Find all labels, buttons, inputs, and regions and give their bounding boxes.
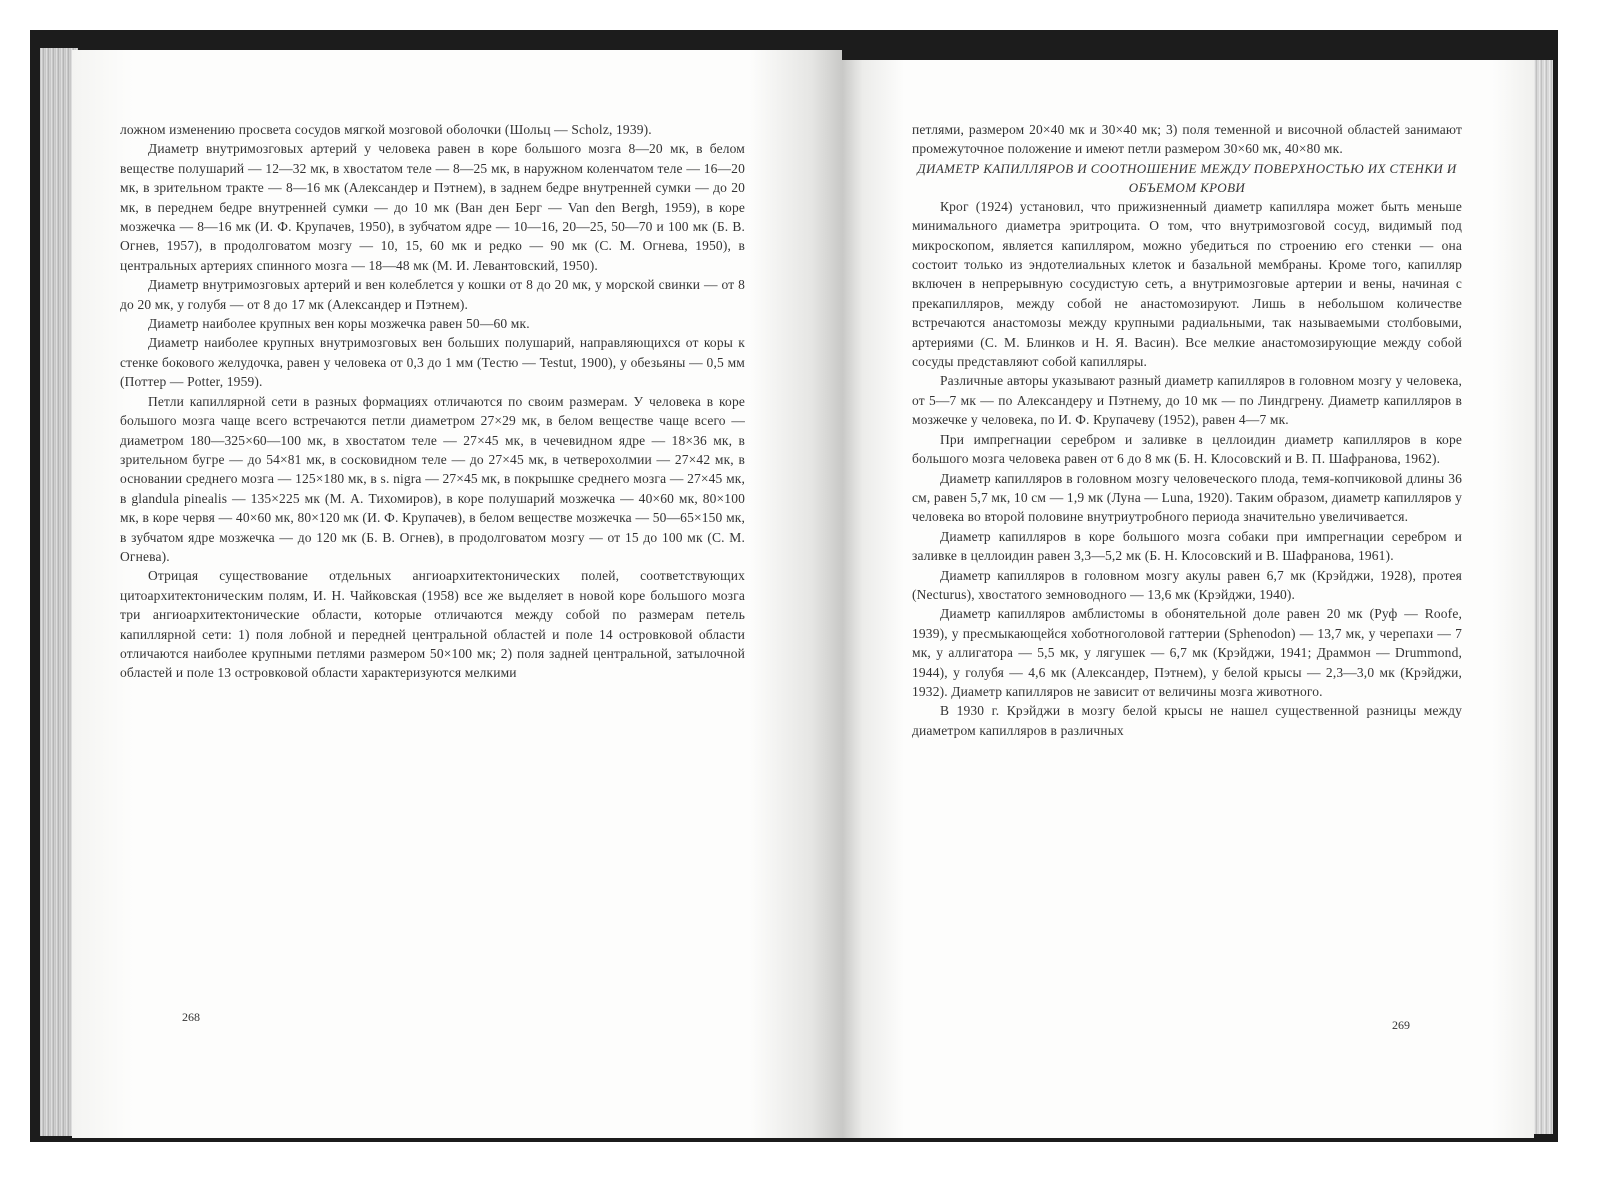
- paragraph: Диаметр капилляров в головном мозгу акулы равен 6,7 мк (Крэйджи, 1928), протея (Necturus), хвостатого земноводного — 13,6 мк (Крэйджи, 1940).: [912, 567, 1462, 602]
- paragraph: Диаметр капилляров амблистомы в обонятельной доле равен 20 мк (Руф — Roofe, 1939), у пресмыкающейся хоботноголовой гаттерии (Sphenodon) — 13,7 мк, у черепахи — 7 мк, у аллигатора — 5,5 мк, у лягушек — 6,7 мк (Крэйджи, 1941; Драммон — Drummond, 1944), у голубя — 4,6 мк (Александер, Пэтнем), у белой крысы — 2,3—3,0 мк (Крэйджи, 1932). Диаметр капилляров не зависит от величины мозга животного.: [912, 606, 1462, 699]
- left-page-text: [120, 120, 745, 683]
- paragraph: Диаметр наиболее крупных вен коры мозжечка равен 50—60 мк.: [148, 316, 530, 332]
- paragraph: петлями, размером 20×40 мк и 30×40 мк; 3) поля теменной и височной областей занимают промежуточное положение и имеют петли размером 30×60 мк, 40×80 мк.: [912, 122, 1462, 157]
- right-page-text: [912, 120, 1462, 740]
- right-page-edges: [1533, 60, 1553, 1134]
- page-number: 268: [182, 1010, 200, 1024]
- paragraph: Диаметр внутримозговых артерий и вен колеблется у кошки от 8 до 20 мк, у морской свинки — от 8 до 20 мк, у голубя — от 8 до 17 мк (Александер и Пэтнем).: [120, 277, 745, 312]
- paragraph: Диаметр капилляров в головном мозгу человеческого плода, темя-копчиковой длины 36 см, равен 5,7 мк, 10 см — 1,9 мк (Луна — Luna, 1920). Таким образом, диаметр капилляров у человека во второй половине внутриутробного периода значительно увеличивается.: [912, 470, 1462, 525]
- paragraph: В 1930 г. Крэйджи в мозгу белой крысы не нашел существенной разницы между диаметром капилляров в различных: [912, 703, 1462, 738]
- left-page: [72, 50, 842, 1138]
- paragraph: Диаметр капилляров в коре большого мозга собаки при импрегнации серебром и заливке в целлоидин равен 3,3—5,2 мк (Б. Н. Клосовский и В. Шафранова, 1961).: [912, 528, 1462, 564]
- right-page: [842, 60, 1534, 1138]
- paragraph: Различные авторы указывают разный диаметр капилляров в головном мозгу у человека, от 5—7 мк — по Александеру и Пэтнему, до 10 мк — по Линдгрену. Диаметр капилляров в мозжечке у человека, по И. Ф. Крупачеву (1952), равен 4—7 мк.: [912, 373, 1462, 428]
- paragraph: При импрегнации серебром и заливке в целлоидин диаметр капилляров в коре большого мозга человека равен от 6 до 8 мк (Б. Н. Клосовский и В. П. Шафранова, 1962).: [912, 431, 1462, 467]
- paragraph: Диаметр внутримозговых артерий у человека равен в коре большого мозга 8—20 мк, в белом веществе полушарий — 12—32 мк, в хвостатом теле — 8—25 мк, в наружном коленчатом теле — 16—20 мк, в зрительном тракте — 8—16 мк (Александер и Пэтнем), в заднем бедре внутренней сумки — до 20 мк, в переднем бедре внутренней сумки — до 10 мк (Ван ден Берг — Van den Bergh, 1959), в коре мозжечка — 8—16 мк (И. Ф. Крупачев, 1950), в зубчатом ядре — 10—16, 20—25, 50—70 и 100 мк (Б. В. Огнев, 1957), в продолговатом мозгу — 10, 15, 60 мк и редко — 90 мк (С. М. Огнева, 1950), в центральных артериях спинного мозга — 18—48 мк (М. И. Левантовский, 1950).: [120, 141, 745, 273]
- section-heading: ДИАМЕТР КАПИЛЛЯРОВ И СООТНОШЕНИЕ МЕЖДУ ПОВЕРХНОСТЬЮ ИХ СТЕНКИ И ОБЪЕМОМ КРОВИ: [917, 160, 1457, 195]
- paragraph: ложном изменению просвета сосудов мягкой мозговой оболочки (Шольц — Scholz, 1939).: [120, 122, 652, 137]
- paragraph: Отрицая существование отдельных ангиоархитектонических полей, соответствующих цитоархитектоническим полям, И. Н. Чайковская (1958) все же выделяет в новой коре большого мозга три ангиоархитектонические области, которые отличаются между собой по размерам петель капиллярной сети: 1) поля лобной и передней центральной областей и поле 14 островковой области отличаются наиболее крупными петлями размером 50×100 мк; 2) поля задней центральной, затылочной областей и поле 13 островковой области характеризуются мелкими: [120, 568, 745, 681]
- paragraph: Петли капиллярной сети в разных формациях отличаются по своим размерам. У человека в коре большого мозга чаще всего встречаются петли диаметром 27×29 мк, в белом веществе чаще всего — диаметром 180—325×60—100 мк, в хвостатом теле — 27×45 мк, в чечевидном ядре — 18×36 мк, в зрительном бугре — до 54×81 мк, в сосковидном теле — до 27×45 мк, в четверохолмии — 27×42 мк, в основании среднего мозга — 125×180 мк, в s. nigra — 27×45 мк, в покрышке среднего мозга — 27×45 мк, в glandula pinealis — 135×225 мк (М. А. Тихомиров), в коре полушарий мозжечка — 40×60 мк, 80×100 мк, в коре червя — 40×60 мк, 80×120 мк (И. Ф. Крупачев), в белом веществе мозжечка — 50—65×150 мк, в зубчатом ядре мозжечка — до 120 мк (Б. В. Огнев), в продолговатом мозгу — от 15 до 100 мк (С. М. Огнева).: [120, 393, 745, 564]
- paragraph: Диаметр наиболее крупных внутримозговых вен больших полушарий, направляющихся от коры к стенке бокового желудочка, равен у человека от 0,3 до 1 мм (Тестю — Testut, 1900), у обезьяны — 0,5 мм (Поттер — Potter, 1959).: [120, 335, 745, 390]
- page-number: 269: [1392, 1018, 1410, 1032]
- paragraph: Крог (1924) установил, что прижизненный диаметр капилляра может быть меньше минимального диаметра эритроцита. О том, что внутримозговой сосуд, видимый под микроскопом, является капилляром, можно убедиться по строению его стенки — она состоит только из эндотелиальных клеток и базальной мембраны. Кроме того, капилляр включен в непрерывную сосудистую сеть, а внутримозговые артерии и вены, начиная с прекапилляров, между собой не анастомозируют. Лишь в небольшом количестве встречаются анастомозы между крупными радиальными, так называемыми столбовыми, артериями (С. М. Блинков и Н. Я. Васин). Все мелкие анастомозирующие между собой сосуды представляют собой капилляры.: [912, 198, 1462, 370]
